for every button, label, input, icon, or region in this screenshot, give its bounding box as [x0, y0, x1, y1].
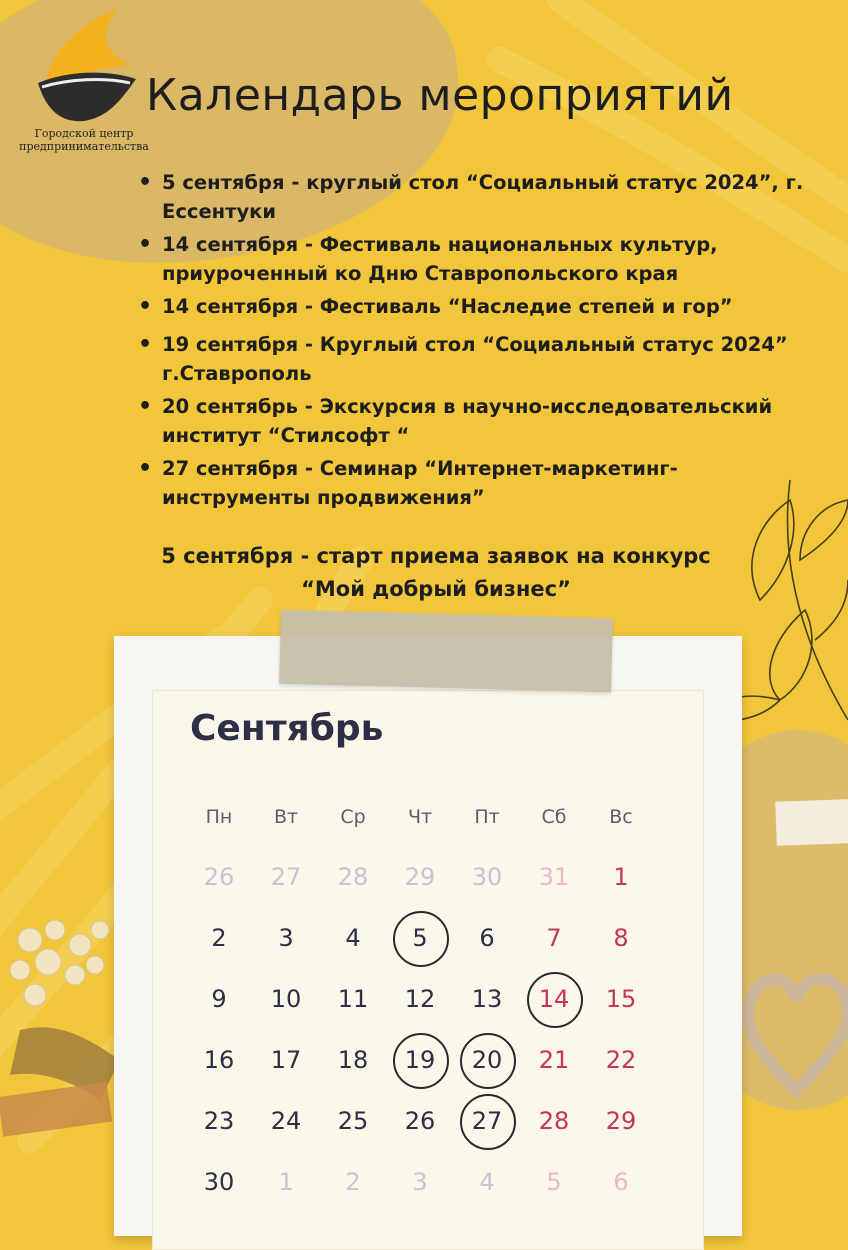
calendar-day: 12 — [404, 985, 436, 1013]
weekday-header: Пн — [205, 806, 233, 828]
weekday-header: Чт — [407, 806, 433, 828]
calendar-day: 10 — [270, 985, 302, 1013]
calendar-day: 5 — [393, 911, 447, 965]
calendar-day: 26 — [404, 1107, 436, 1135]
calendar-day: 17 — [270, 1046, 302, 1074]
logo-flame-icon — [6, 5, 156, 130]
calendar-day: 8 — [613, 924, 629, 952]
calendar-card — [114, 636, 742, 1236]
calendar-page — [152, 690, 704, 1250]
tape-strip-right — [775, 798, 848, 845]
calendar-day: 29 — [404, 863, 436, 891]
weekday-header: Пт — [474, 806, 500, 828]
calendar-day: 27 — [270, 863, 302, 891]
dried-flowers-icon — [0, 900, 130, 1200]
calendar-day: 15 — [605, 985, 637, 1013]
calendar-day: 20 — [460, 1033, 514, 1087]
calendar-day: 28 — [337, 863, 369, 891]
calendar-day: 16 — [203, 1046, 235, 1074]
logo-text-line2: предпринимательства — [19, 140, 149, 153]
weekday-header: Вт — [273, 806, 299, 828]
calendar-day: 18 — [337, 1046, 369, 1074]
calendar-day: 7 — [546, 924, 562, 952]
page-title: Календарь мероприятий — [146, 70, 734, 121]
calendar-day: 13 — [471, 985, 503, 1013]
logo-text-line1: Городской центр — [34, 127, 134, 140]
calendar-day: 21 — [538, 1046, 570, 1074]
list-item: • 14 сентября - Фестиваль национальных культур, приуроченный ко Дню Ставропольского края — [136, 230, 826, 288]
list-item: • 5 сентября - круглый стол “Социальный статус 2024”, г. Ессентуки — [136, 168, 826, 226]
announcement-line1: 5 сентября - старт приема заявок на конкурс — [161, 544, 711, 568]
calendar-day: 11 — [337, 985, 369, 1013]
calendar-day: 4 — [479, 1168, 495, 1196]
calendar-day: 4 — [345, 924, 361, 952]
announcement-line2: “Мой добрый бизнес” — [301, 577, 571, 601]
calendar-day: 28 — [538, 1107, 570, 1135]
calendar-day: 30 — [203, 1168, 235, 1196]
calendar-day: 22 — [605, 1046, 637, 1074]
calendar-day: 26 — [203, 863, 235, 891]
calendar-day: 31 — [538, 863, 570, 891]
list-item: • 27 сентября - Семинар “Интернет-маркетинг- инструменты продвижения” — [136, 454, 826, 512]
calendar-day: 30 — [471, 863, 503, 891]
weekday-header: Сб — [541, 806, 567, 828]
list-item: • 20 сентябрь - Экскурсия в научно-исследовательский институт “Стилсофт “ — [136, 392, 826, 450]
weekday-header: Ср — [340, 806, 366, 828]
list-item: • 14 сентября - Фестиваль “Наследие степей и гор” — [136, 292, 826, 321]
calendar-day: 1 — [613, 863, 629, 891]
tape-strip — [279, 610, 613, 693]
calendar-day: 2 — [211, 924, 227, 952]
calendar-day: 27 — [460, 1094, 514, 1148]
calendar-day: 19 — [393, 1033, 447, 1087]
calendar-day: 29 — [605, 1107, 637, 1135]
calendar-day: 14 — [527, 972, 581, 1026]
calendar-day: 25 — [337, 1107, 369, 1135]
calendar-day: 1 — [278, 1168, 294, 1196]
contest-announcement — [100, 540, 772, 606]
calendar-day: 2 — [345, 1168, 361, 1196]
weekday-header: Вс — [609, 806, 633, 828]
heart-icon — [736, 920, 848, 1120]
logo-text — [4, 127, 164, 153]
calendar-day: 6 — [479, 924, 495, 952]
list-item: • 19 сентября - Круглый стол “Социальный статус 2024” г.Ставрополь — [136, 330, 826, 388]
calendar-day: 24 — [270, 1107, 302, 1135]
calendar-day: 6 — [613, 1168, 629, 1196]
calendar-month: Сентябрь — [190, 708, 384, 749]
calendar-day: 3 — [412, 1168, 428, 1196]
calendar-day: 3 — [278, 924, 294, 952]
calendar-day: 9 — [211, 985, 227, 1013]
calendar-day: 5 — [546, 1168, 562, 1196]
calendar-day: 23 — [203, 1107, 235, 1135]
events-list — [136, 168, 826, 516]
